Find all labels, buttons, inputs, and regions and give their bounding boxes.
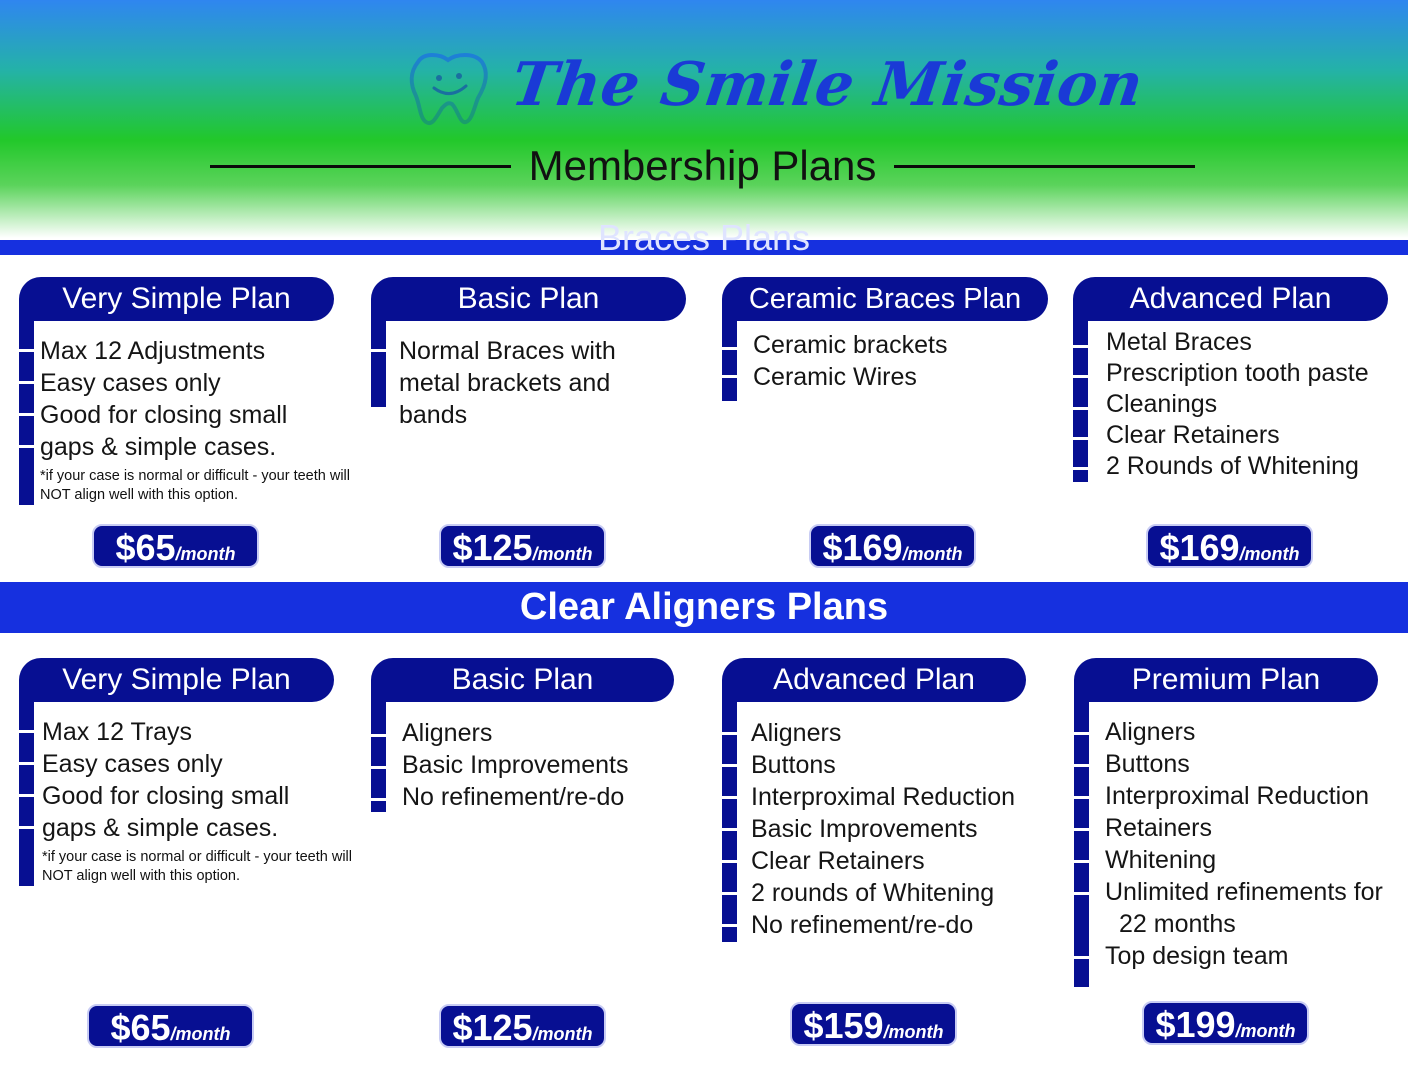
price-amount: $125 <box>452 1007 533 1048</box>
price-badge <box>809 524 976 568</box>
price-period: /month <box>902 544 963 564</box>
price-period: /month <box>170 1024 231 1044</box>
page-header <box>0 0 1408 244</box>
list-item: Max 12 Adjustments <box>40 337 266 365</box>
price-badge <box>1142 1001 1309 1045</box>
list-item: Easy cases only <box>40 369 221 397</box>
price-period: /month <box>532 1024 593 1044</box>
price-period: /month <box>175 544 236 564</box>
list-item: metal brackets and <box>399 369 611 397</box>
list-item: bands <box>399 401 468 429</box>
price-period: /month <box>1235 1021 1296 1041</box>
list-item: Good for closing small <box>42 782 290 810</box>
list-item: Easy cases only <box>42 750 223 778</box>
price-amount: $159 <box>803 1005 884 1046</box>
price-badge <box>92 524 259 568</box>
price-amount: $169 <box>1159 527 1240 568</box>
price-period: /month <box>532 544 593 564</box>
list-item: Max 12 Trays <box>42 718 193 746</box>
list-item: No refinement/re-do <box>751 911 974 939</box>
list-item: Retainers <box>1105 814 1212 842</box>
plan-title: Basic Plan <box>371 277 686 321</box>
list-item: 2 rounds of Whitening <box>751 879 995 907</box>
list-item: Ceramic Wires <box>753 363 917 391</box>
list-item: Good for closing small <box>40 401 288 429</box>
list-item: Aligners <box>751 719 842 747</box>
price-badge <box>439 524 606 568</box>
tooth-smile-icon <box>404 48 494 128</box>
card-accent-stripe <box>19 317 34 505</box>
price-badge <box>790 1002 957 1046</box>
list-item: Clear Retainers <box>1106 421 1280 449</box>
list-item: gaps & simple cases. <box>42 814 279 842</box>
plan-title: Advanced Plan <box>722 658 1026 702</box>
plan-note: *if your case is normal or difficult - your teeth will NOT align well with this option. <box>42 849 352 884</box>
list-item: Clear Retainers <box>751 847 925 875</box>
plan-note: *if your case is normal or difficult - your teeth will NOT align well with this option. <box>40 468 350 503</box>
price-amount: $199 <box>1155 1004 1236 1045</box>
card-accent-stripe <box>371 698 386 812</box>
list-item: Buttons <box>1105 750 1190 778</box>
card-accent-stripe <box>19 698 34 886</box>
card-accent-stripe <box>371 317 386 407</box>
list-item: Metal Braces <box>1106 328 1252 356</box>
price-badge <box>1146 524 1313 568</box>
price-period: /month <box>1239 544 1300 564</box>
card-accent-stripe <box>722 698 737 942</box>
card-accent-stripe <box>1074 698 1089 987</box>
list-item: No refinement/re-do <box>402 783 625 811</box>
list-item: Basic Improvements <box>751 815 978 843</box>
subtitle-row <box>210 140 1195 192</box>
list-item: Aligners <box>1105 718 1196 746</box>
price-period: /month <box>883 1022 944 1042</box>
section-bar-braces <box>0 217 1408 258</box>
list-item: 2 Rounds of Whitening <box>1106 452 1359 480</box>
list-item: gaps & simple cases. <box>40 433 277 461</box>
card-accent-stripe <box>722 317 737 401</box>
plan-features <box>399 335 616 431</box>
list-item: Basic Improvements <box>402 751 629 779</box>
list-item: Top design team <box>1105 942 1289 970</box>
divider-left <box>210 165 511 168</box>
list-item: Normal Braces with <box>399 337 616 365</box>
price-amount: $125 <box>452 527 533 568</box>
list-item: Interproximal Reduction <box>1105 782 1370 810</box>
section-title-braces: Braces Plans <box>597 217 811 258</box>
list-item: Aligners <box>402 719 493 747</box>
page-title: Membership Plans <box>528 142 877 189</box>
plan-title: Basic Plan <box>371 658 674 702</box>
plan-title: Very Simple Plan <box>19 277 334 321</box>
section-bar-aligners <box>0 582 1408 633</box>
card-accent-stripe <box>1073 317 1088 482</box>
price-amount: $169 <box>822 527 903 568</box>
plan-title: Ceramic Braces Plan <box>722 277 1048 321</box>
list-item: Buttons <box>751 751 836 779</box>
plan-features <box>40 335 287 463</box>
brand-name: The Smile Mission <box>507 50 1148 120</box>
list-item: Cleanings <box>1106 390 1218 418</box>
plan-features <box>1106 327 1369 482</box>
price-amount: $65 <box>110 1007 171 1048</box>
plan-features <box>42 716 289 844</box>
plan-features <box>402 717 628 813</box>
list-item: Prescription tooth paste <box>1106 359 1369 387</box>
plan-features <box>751 717 1015 941</box>
plan-title: Advanced Plan <box>1073 277 1388 321</box>
list-item: 22 months <box>1119 910 1236 938</box>
plan-title: Premium Plan <box>1074 658 1378 702</box>
price-amount: $65 <box>115 527 176 568</box>
divider-right <box>894 165 1195 168</box>
list-item: Ceramic brackets <box>753 331 948 359</box>
plan-title: Very Simple Plan <box>19 658 334 702</box>
plan-features <box>753 329 948 393</box>
plan-features <box>1105 716 1383 972</box>
list-item: Whitening <box>1105 846 1217 874</box>
section-title-aligners: Clear Aligners Plans <box>519 586 889 628</box>
list-item: Unlimited refinements for <box>1105 878 1383 906</box>
price-badge <box>439 1004 606 1048</box>
list-item: Interproximal Reduction <box>751 783 1016 811</box>
price-badge <box>87 1004 254 1048</box>
